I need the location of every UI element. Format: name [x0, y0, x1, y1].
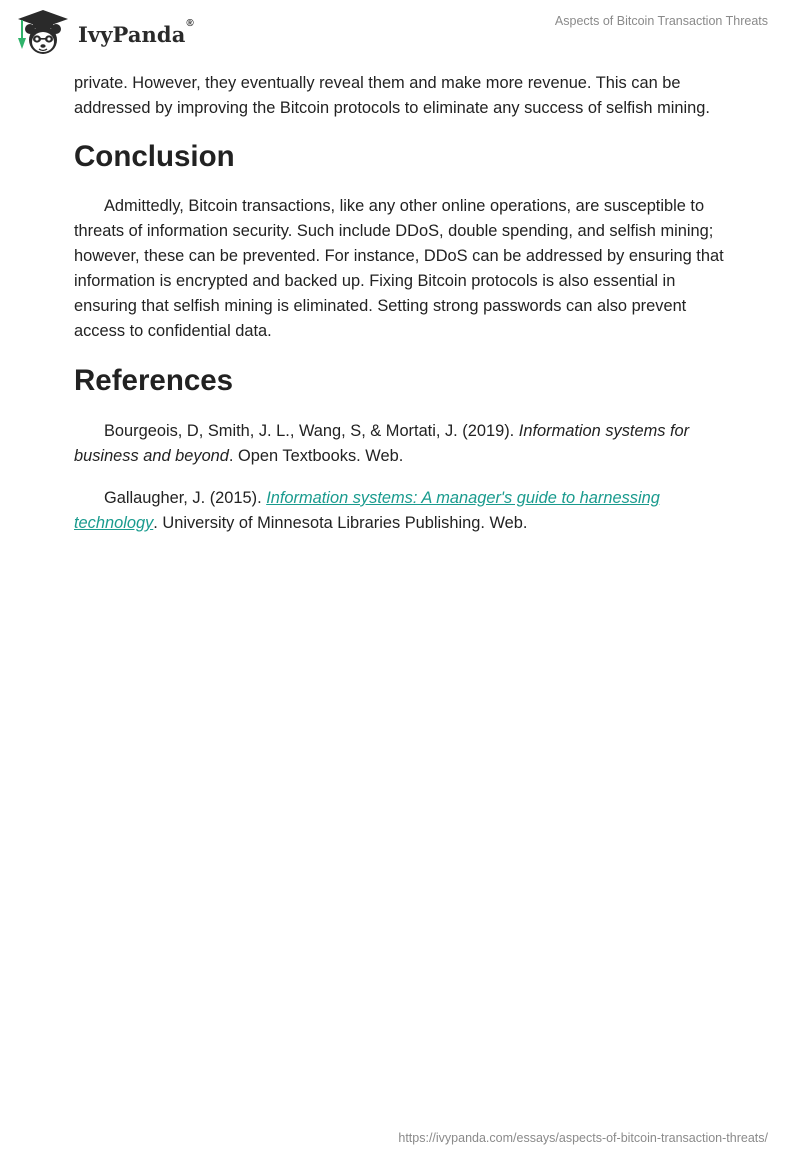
conclusion-paragraph: Admittedly, Bitcoin transactions, like any other online operations, are susceptible to threats of information security. Such include DDoS, double spending, and selfish mining; however, these can be prevented. For instance, DDoS can be addressed by ensuring that information is encrypted and backed up. Fixing Bitcoin protocols is also essential in ensuring that selfish mining is eliminated. Setting strong passwords can also prevent access to confidential data. [74, 197, 724, 340]
conclusion-heading: Conclusion [74, 140, 235, 173]
brand-name: IvyPanda® [78, 17, 194, 47]
references-heading: References [74, 364, 234, 397]
registered-mark: ® [186, 17, 194, 29]
reference-title: Information systems for business and beyond [74, 422, 690, 465]
reference-publisher: . Open Textbooks. Web. [228, 447, 404, 465]
page-header [0, 0, 800, 70]
source-url: https://ivypanda.com/essays/aspects-of-bitcoin-transaction-threats/ [398, 1131, 768, 1145]
intro-continuation-paragraph: private. However, they eventually reveal them and make more revenue. This can be addressed by improving the Bitcoin protocols to eliminate any success of selfish mining. [74, 74, 710, 117]
reference-item [74, 419, 734, 469]
document-title: Aspects of Bitcoin Transaction Threats [554, 14, 768, 28]
reference-authors: Bourgeois, D, Smith, J. L., Wang, S, & Mortati, J. (2019). [104, 422, 519, 440]
panda-graduation-cap-icon [14, 8, 72, 56]
essay-content [74, 71, 734, 553]
reference-item [74, 486, 734, 536]
reference-authors: Gallaugher, J. (2015). [104, 489, 267, 507]
reference-publisher: . University of Minnesota Libraries Publishing. Web. [153, 514, 528, 532]
reference-title-link[interactable]: Information systems: A manager's guide to harnessing technology [74, 489, 660, 532]
ivypanda-logo[interactable] [14, 8, 194, 56]
